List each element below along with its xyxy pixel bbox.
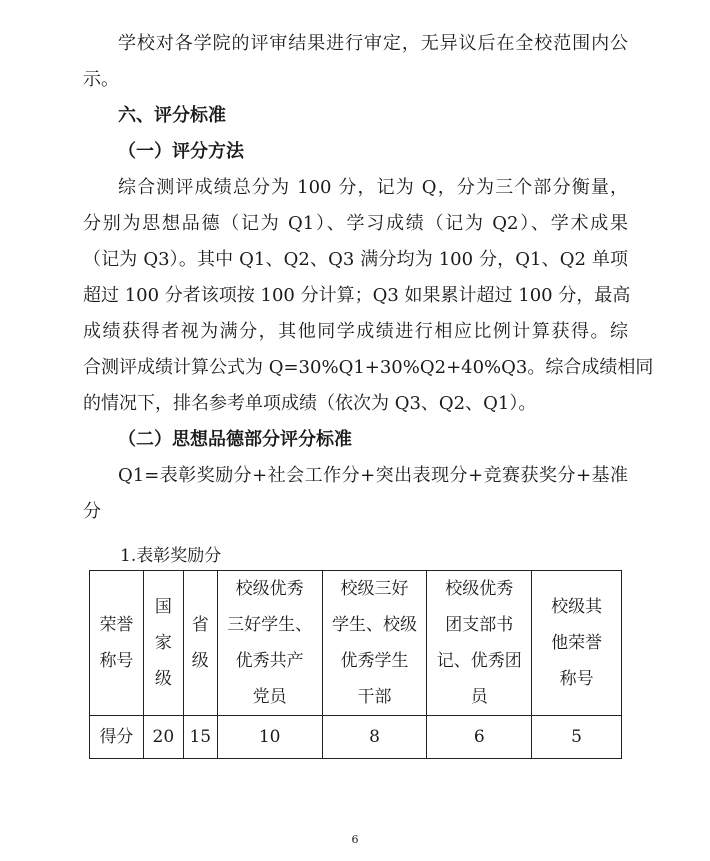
paragraph-line: 示。 <box>83 69 119 90</box>
table-row <box>90 716 622 759</box>
section-heading: 六、评分标准 <box>118 105 226 126</box>
score-cell: 10 <box>217 716 322 759</box>
paragraph-line: （记为 Q3）。其中 Q1、Q2、Q3 满分均为 100 分，Q1、Q2 单项 <box>83 249 628 270</box>
score-cell: 8 <box>322 716 427 759</box>
paragraph-line: 的情况下，排名参考单项成绩（依次为 Q3、Q2、Q1）。 <box>83 393 537 414</box>
paragraph-line: 超过 100 分者该项按 100 分计算；Q3 如果累计超过 100 分，最高 <box>83 285 631 306</box>
score-cell: 20 <box>143 716 183 759</box>
score-cell: 5 <box>532 716 622 759</box>
paragraph-line: 综合测评成绩总分为 100 分，记为 Q，分为三个部分衡量， <box>118 177 628 198</box>
paragraph-line: 成绩获得者视为满分，其他同学成绩进行相应比例计算获得。综 <box>83 321 628 342</box>
subsection-heading: （一）评分方法 <box>118 141 244 162</box>
header-cell-other-honors: 校级其 他荣誉 称号 <box>532 571 622 716</box>
table-caption: 1.表彰奖励分 <box>120 546 222 566</box>
header-cell-title: 荣誉 称号 <box>90 571 144 716</box>
subsection-heading: （二）思想品德部分评分标准 <box>118 429 352 450</box>
formula-line: 分 <box>83 501 101 522</box>
paragraph-line: 合测评成绩计算公式为 Q=30%Q1+30%Q2+40%Q3。综合成绩相同 <box>83 357 654 378</box>
paragraph-line: 学校对各学院的评审结果进行审定，无异议后在全校范围内公 <box>118 33 628 54</box>
header-cell-provincial: 省 级 <box>183 571 217 716</box>
formula-line: Q1=表彰奖励分+社会工作分+突出表现分+竞赛获奖分+基准 <box>118 465 628 486</box>
paragraph-line: 分别为思想品德（记为 Q1）、学习成绩（记为 Q2）、学术成果 <box>83 213 628 234</box>
score-label-cell: 得分 <box>90 716 144 759</box>
table-header-row <box>90 571 622 716</box>
header-cell-school-merit: 校级三好 学生、校级 优秀学生 干部 <box>322 571 427 716</box>
header-cell-school-excellent: 校级优秀 三好学生、 优秀共产 党员 <box>217 571 322 716</box>
page-number: 6 <box>351 833 359 846</box>
score-cell: 6 <box>427 716 532 759</box>
score-cell: 15 <box>183 716 217 759</box>
header-cell-national: 国 家 级 <box>143 571 183 716</box>
award-score-table <box>89 570 622 759</box>
header-cell-league-branch: 校级优秀 团支部书 记、优秀团 员 <box>427 571 532 716</box>
